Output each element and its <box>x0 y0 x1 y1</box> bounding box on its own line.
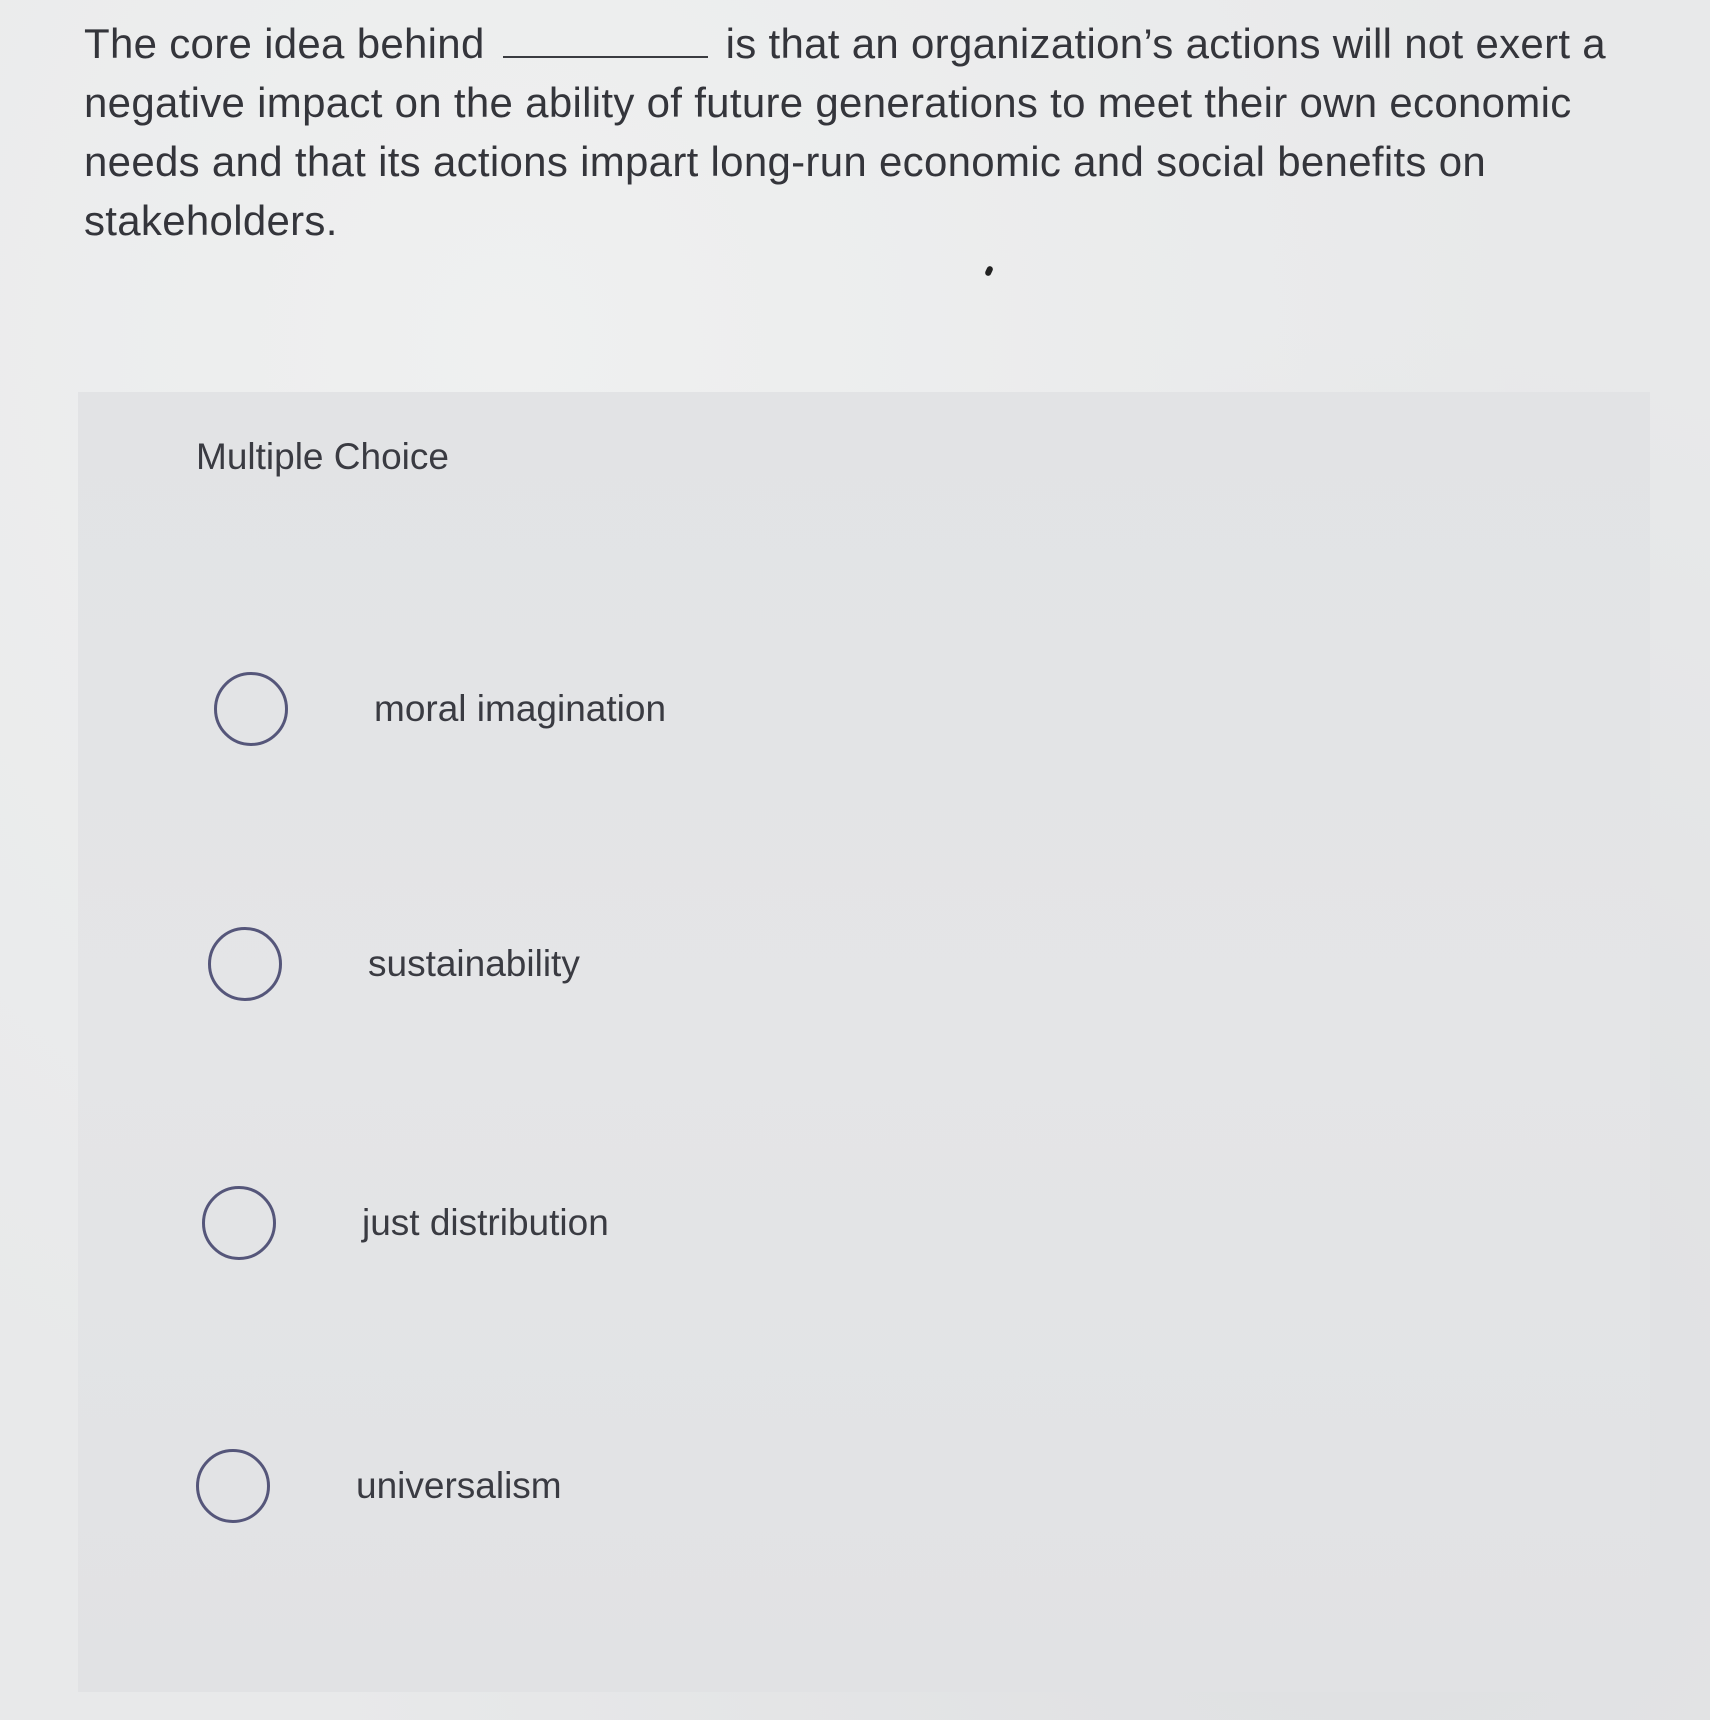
option-moral-imagination[interactable] <box>214 672 666 746</box>
question-text-after-blank: is that an organization’s actions will not exert a negative impact on the ability of future generations to meet their own economic needs and that its actions impart long-run economic and social benefits on stakeholders. <box>84 20 1606 244</box>
radio-button-icon[interactable] <box>214 672 288 746</box>
option-just-distribution[interactable] <box>202 1186 609 1260</box>
answer-blank <box>503 26 708 58</box>
radio-button-icon[interactable] <box>208 927 282 1001</box>
mouse-cursor-speck <box>984 265 994 277</box>
option-universalism[interactable] <box>196 1449 562 1523</box>
option-sustainability[interactable] <box>208 927 580 1001</box>
multiple-choice-panel <box>78 392 1650 1692</box>
option-label: just distribution <box>362 1202 609 1243</box>
question-text-before-blank: The core idea behind <box>84 20 485 67</box>
radio-button-icon[interactable] <box>202 1186 276 1260</box>
option-label: universalism <box>356 1465 562 1506</box>
option-label: moral imagination <box>374 688 667 729</box>
option-label: sustainability <box>368 943 580 984</box>
radio-button-icon[interactable] <box>196 1449 270 1523</box>
panel-title: Multiple Choice <box>196 436 449 477</box>
question-text <box>84 14 1644 250</box>
